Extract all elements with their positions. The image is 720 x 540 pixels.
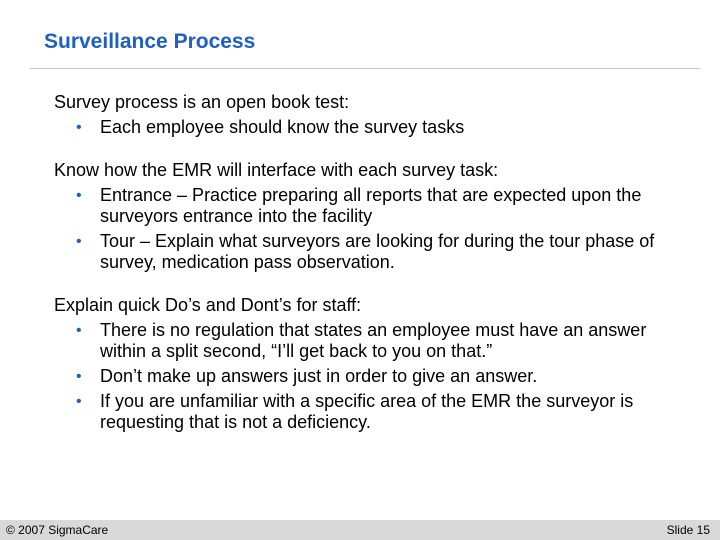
bullet-icon: • [76, 187, 82, 204]
bullet-text: If you are unfamiliar with a specific area of the EMR the surveyor is requesting that is not a deficiency. [100, 391, 634, 432]
bullet-icon: • [76, 322, 82, 339]
section-heading: Explain quick Do’s and Dont’s for staff: [54, 295, 362, 315]
title-divider [30, 68, 700, 69]
bullet-icon: • [76, 393, 82, 410]
bullet-text: Entrance – Practice preparing all reports that are expected upon the surveyors entrance into the facility [100, 185, 642, 226]
bullet-item [54, 231, 694, 273]
bullet-list [54, 117, 694, 138]
bullet-icon: • [76, 368, 82, 385]
bullet-list [54, 185, 694, 273]
footer-bar [0, 520, 720, 540]
slide-content [54, 92, 694, 433]
bullet-item [54, 320, 694, 362]
section-emr-interface [54, 160, 694, 273]
bullet-item [54, 117, 694, 138]
section-dos-donts [54, 295, 694, 433]
bullet-text: There is no regulation that states an employee must have an answer within a split second, “I’ll get back to you on that.” [100, 320, 647, 361]
bullet-text: Each employee should know the survey tasks [100, 117, 465, 137]
slide-number: Slide 15 [666, 523, 710, 537]
section-survey-process [54, 92, 694, 138]
section-heading: Survey process is an open book test: [54, 92, 350, 112]
bullet-list [54, 320, 694, 433]
bullet-item [54, 185, 694, 227]
section-heading: Know how the EMR will interface with each survey task: [54, 160, 499, 180]
bullet-item [54, 391, 694, 433]
bullet-text: Don’t make up answers just in order to give an answer. [100, 366, 538, 386]
bullet-item [54, 366, 694, 387]
bullet-text: Tour – Explain what surveyors are looking for during the tour phase of survey, medication pass observation. [100, 231, 655, 272]
bullet-icon: • [76, 119, 82, 136]
slide-title: Surveillance Process [44, 30, 256, 53]
bullet-icon: • [76, 233, 82, 250]
copyright-text: © 2007 SigmaCare [6, 523, 109, 537]
